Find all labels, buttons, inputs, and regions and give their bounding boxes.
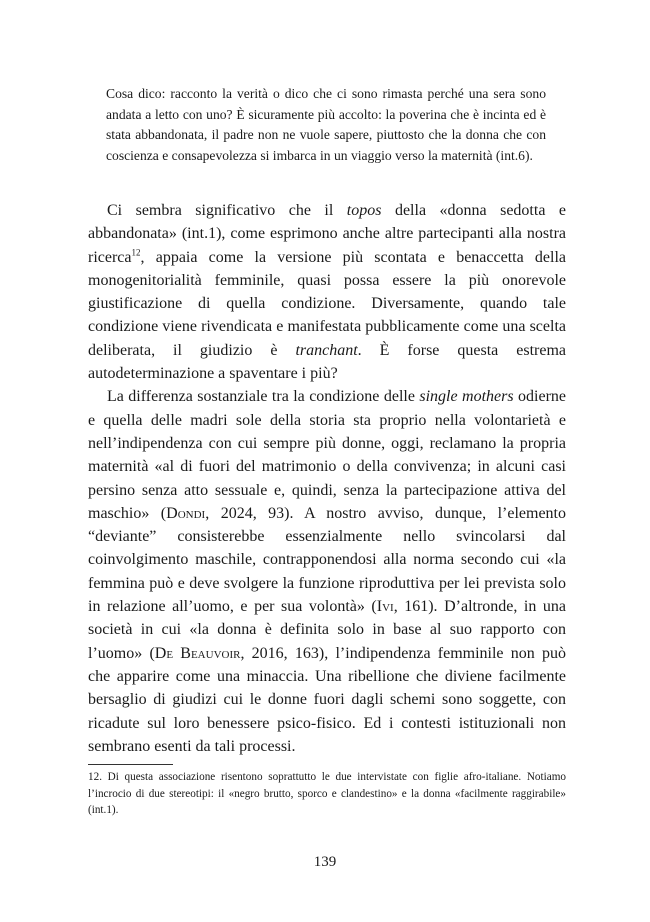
paragraph-2-part-4: , 161). D’altronde, in una società in cui «la donna è definita solo in base al suo rapporto con l’uomo» (	[88, 598, 566, 662]
footnote-text: Di questa associazione risentono soprattutto le due intervistate con figlie afro-italiane. Notiamo l’incrocio di due stereotipi: il «negro brutto, sporco e clandestino» e la donna «facilmente raggirabile» (int.1).	[88, 771, 567, 817]
topos-term: topos	[346, 202, 382, 219]
tranchant-term: tranchant	[295, 341, 358, 359]
single-mothers-term: single mothers	[419, 388, 514, 406]
citation-ivi: Ivi	[376, 598, 394, 616]
footnote-reference: 12	[131, 247, 141, 258]
citation-dondi: Dondi	[166, 504, 206, 522]
footnote	[88, 769, 566, 819]
footnote-divider	[88, 764, 173, 765]
footnote-12	[88, 769, 566, 819]
paragraph-2-part-5: , 2016, 163), l’indipendenza femminile non può che apparire come una minaccia. Una ribellione che diviene facilmente bersaglio di giudizi cui le donne fuori dagli schemi sono soggette, con ricadute sul loro benessere psico-fisico. Ed i contesti istituzionali non sembrano esenti da tali processi.	[88, 644, 566, 755]
block-quote	[106, 84, 546, 166]
paragraph-2-part-1: La differenza sostanziale tra la condizione delle	[107, 388, 420, 406]
quote-text: Cosa dico: racconto la verità o dico che ci sono rimasta perché una sera sono andata a letto con uno? È sicuramente più accolto: la poverina che è incinta ed è stata abbandonata, il padre non ne vuole sapere, piuttosto che la donna che con coscienza e consapevolezza si imbarca in un viaggio verso la maternità (int.6).	[106, 86, 546, 163]
page-number: 139	[313, 854, 337, 870]
paragraph-2	[88, 385, 566, 758]
footnote-number: 12.	[88, 771, 102, 783]
paragraph-1-part-2: della «donna sedotta e abbandonata» (int.1), come esprimono anche altre partecipanti alla nostra ricerca	[88, 202, 566, 266]
paragraph-1-part-1: Ci sembra significativo che il	[107, 202, 347, 219]
citation-de-beauvoir: De Beauvoir	[154, 644, 241, 662]
paragraph-2-part-2: odierne e quella delle madri sole della storia sta proprio nella volontarietà e nell’indipendenza con cui sempre più donne, oggi, reclamano la propria maternità «al di fuori del matrimonio o della convivenza; in alcuni casi persino senza atto sessuale e, quindi, senza la partecipazione attiva del maschio» (	[88, 388, 567, 522]
paragraph-1-part-4: . È forse questa estrema autodeterminazione a spaventare i più?	[88, 341, 566, 383]
paragraph-2-part-3: , 2024, 93). A nostro avviso, dunque, l’elemento “deviante” consisterebbe essenzialmente nello svincolarsi dal coinvolgimento maschile, contrapponendosi alla norma secondo cui «la femmina può e deve svolgere la funzione riproduttiva per lei prevista solo in relazione all’uomo, e per sua volontà» (	[88, 504, 566, 616]
main-text	[88, 199, 566, 758]
paragraph-1-part-3: , appaia come la versione più scontata e benaccetta della monogenitorialità femminile, quasi possa essere la più onorevole giustificazione di quella condizione. Diversamente, quando tale condizione viene rivendicata e manifestata pubblicamente come una scelta deliberata, il giudizio è	[88, 248, 566, 359]
paragraph-1	[88, 199, 566, 385]
